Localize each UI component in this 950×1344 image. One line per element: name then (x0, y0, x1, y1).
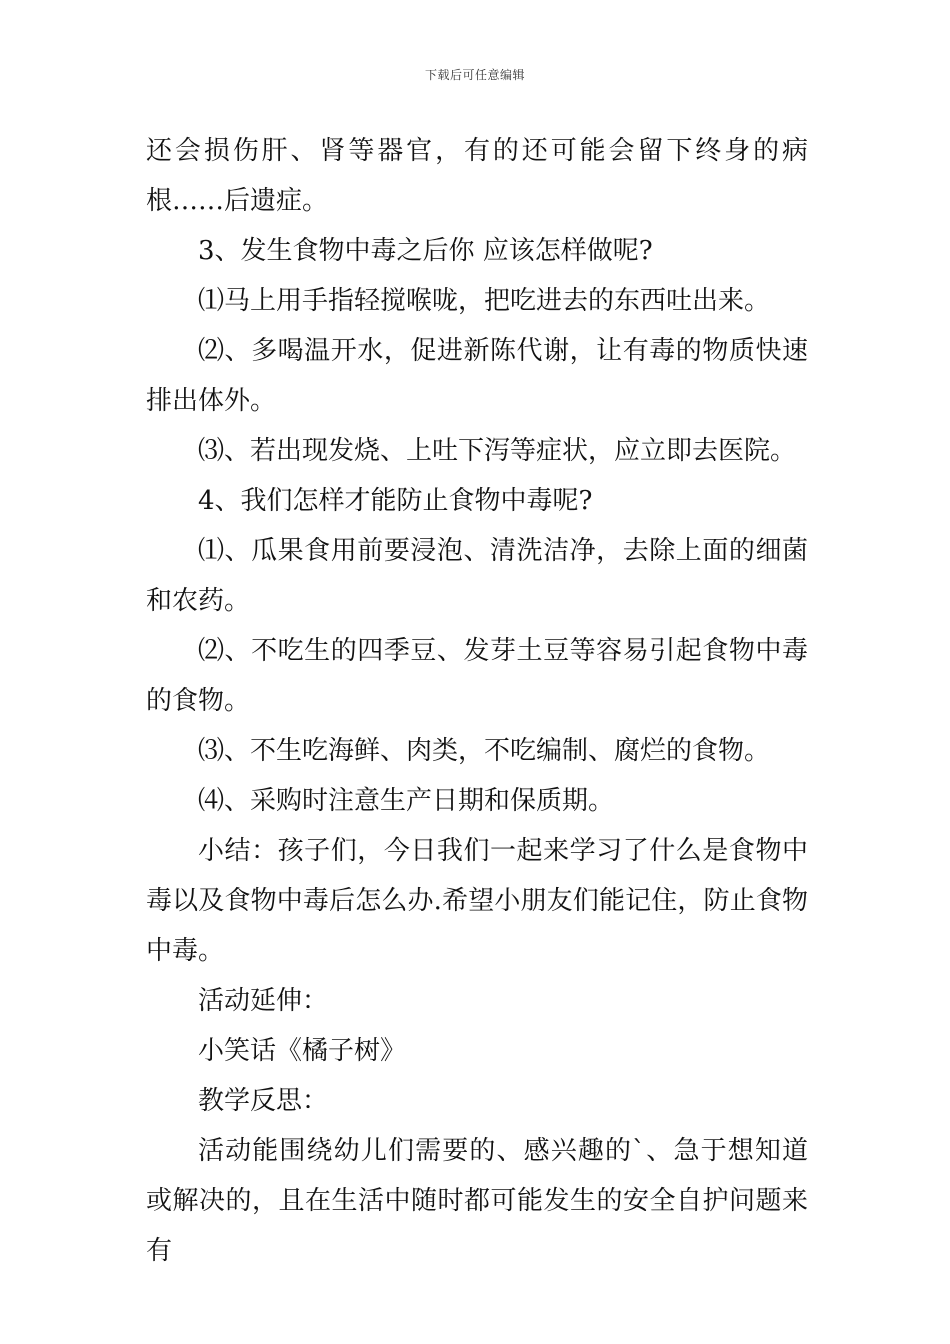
list-item: ⑶、不生吃海鲜、肉类，不吃编制、腐烂的食物。 (198, 736, 771, 766)
list-item: ⑵、多喝温开水，促进新陈代谢，让有毒的物质快速排出体外。 (146, 336, 808, 416)
section-heading-4: 4、我们怎样才能防止食物中毒呢? (198, 486, 593, 516)
summary-paragraph: 小结：孩子们，今日我们一起来学习了什么是食物中毒以及食物中毒后怎么办.希望小朋友们能记住，防止食物中毒。 (146, 836, 808, 966)
list-item: ⑵、不吃生的四季豆、发芽土豆等容易引起食物中毒的食物。 (146, 636, 808, 716)
reflection-heading: 教学反思： (198, 1086, 329, 1116)
reflection-paragraph: 活动能围绕幼儿们需要的、感兴趣的`、急于想知道或解决的，且在生活中随时都可能发生的安全自护问题来有 (146, 1136, 808, 1266)
document-body (146, 126, 808, 1276)
section-heading-3: 3、发生食物中毒之后你 应该怎样做呢? (198, 236, 653, 266)
list-item: ⑷、采购时注意生产日期和保质期。 (198, 786, 615, 816)
activity-extension-heading: 活动延伸： (198, 986, 329, 1016)
paragraph: 还会损伤肝、肾等器官，有的还可能会留下终身的病根……后遗症。 (146, 136, 808, 216)
list-item: ⑶、若出现发烧、上吐下泻等症状，应立即去医院。 (198, 436, 797, 466)
list-item: ⑴、瓜果食用前要浸泡、清洗洁净，去除上面的细菌和农药。 (146, 536, 808, 616)
story-title: 小笑话《橘子树》 (198, 1036, 407, 1066)
list-item: ⑴马上用手指轻搅喉咙，把吃进去的东西吐出来。 (198, 286, 771, 316)
page-header: 下载后可任意编辑 (424, 68, 525, 82)
